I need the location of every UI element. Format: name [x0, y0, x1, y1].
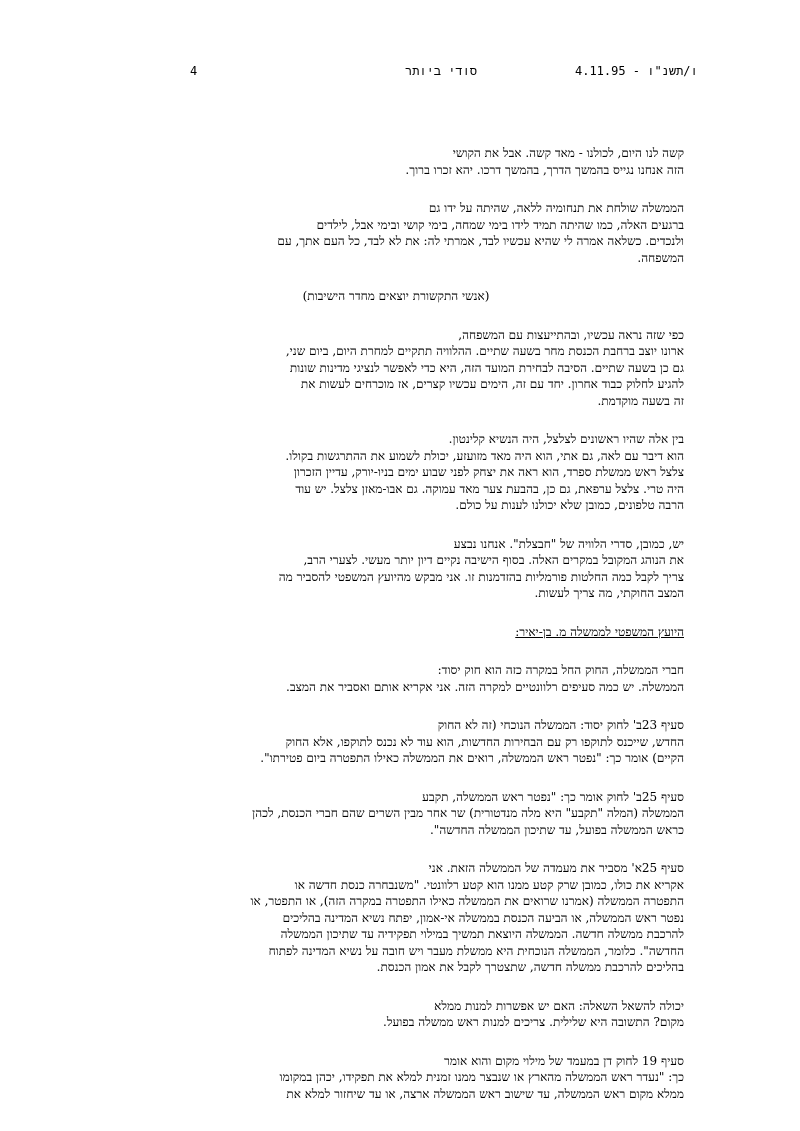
paragraph-line: סעיף 23ב' לחוק יסוד: הממשלה הנוכחי (זה לא החוק: [437, 718, 684, 732]
paragraph: [108, 431, 684, 514]
paragraph-line: להגיע לחלוק כבוד אחרון. יחד עם זה, הימים עכשיו קצרים, אז מוכרחים לעשות את: [300, 377, 684, 391]
paragraph: [108, 860, 684, 976]
paragraph: [108, 536, 684, 602]
paragraph-line: את הנוהג המקובל במקרים האלה. בסוף הישיבה נקיים דיון יותר מעשי. לצערי הרב,: [303, 553, 684, 567]
paragraph-line: גם כן בשעה שתיים. הסיבה לבחירת המועד הזה, היא כדי לאפשר לנציגי מדינות שונות: [289, 360, 684, 375]
paragraph-line: סעיף 19 לחוק דן במעמד של מילוי מקום והוא אומר: [443, 1053, 684, 1068]
stage-direction: (אנשי התקשורת יוצאים מחדר הישיבות): [302, 289, 490, 303]
paragraph-line: ולנכדים. כשלאה אמרה לי שהיא עכשיו לבד, אמרתי לה: את לא לבד, כל העם אתך, עם: [277, 234, 684, 248]
page-header: [0, 64, 800, 84]
paragraph-line: חברי הממשלה, החוק החל במקרה כזה הוא חוק יסוד:: [437, 663, 684, 677]
document-body: [108, 145, 684, 1124]
paragraph: [108, 662, 684, 695]
paragraph-line: החדשה". כלומר, הממשלה הנוכחית היא ממשלת מעבר ויש חובה על נשיא המדינה לפתוח: [268, 943, 684, 958]
paragraph-line: נפטר ראש הממשלה, או הביעה הכנסת בממשלה אי-אמון, יפתח נשיא המדינה בהליכים: [282, 910, 684, 925]
paragraph-line: ברגעים האלה, כמו שהיתה תמיד לידו בימי שמחה, בימי קושי ובימי אבל, לילדים: [316, 217, 684, 232]
paragraph-line: הרבה טלפונים, כמובן שלא יכולנו לענות על כולם.: [455, 498, 684, 512]
paragraph-line: היה טרי. צלצל ערפאת, גם כן, בהבעת צער מאד עמוקה. גם אבו-מאזן צלצל. יש עוד: [295, 481, 684, 496]
paragraph-line: המשפחה.: [637, 250, 684, 265]
paragraph-line: צלצל ראש ממשלת ספרד, הוא ראה את יצחק לפני שבוע ימים בניו-יורק, עדיין הזכרון: [293, 465, 684, 479]
paragraph-line: בהליכים להרכבת ממשלה חדשה, שתצטרך לקבל את אמון הכנסת.: [376, 960, 684, 974]
paragraph: [108, 1053, 684, 1103]
paragraph-line: הממשלה (המלה "תקבע" היא מלה מנדטורית) שר אחר מבין השרים שהם חברי הכנסת, לכהן: [252, 806, 684, 820]
paragraph-line: קשה לנו היום, לכולנו - מאד קשה. אבל את הקושי: [452, 146, 684, 160]
classification-label: סודי ביותר: [405, 64, 478, 78]
paragraph-line: ממלא מקום ראש הממשלה, עד שישוב ראש הממשלה ארצה, או עד שיחזור למלא את: [286, 1086, 684, 1101]
page-number: 4: [190, 64, 198, 78]
header-date: ו/תשנ"ו - 4.11.95: [575, 64, 698, 78]
paragraph: [108, 200, 684, 266]
paragraph-line: הוא דיבר עם לאה, גם אתי, הוא היה מאד מזועזע, יכולת לשמוע את ההתרגשות בקולו.: [285, 448, 684, 463]
paragraph: [108, 327, 684, 410]
paragraph-line: להרכבת ממשלה חדשה. הממשלה היוצאת תמשיך במילוי תפקידיה עד שתיכון הממשלה: [280, 927, 684, 941]
paragraph-line: כראש הממשלה בפועל, עד שתיכון הממשלה החדשה".: [429, 822, 684, 837]
paragraph-line: הקיים) אומר כך: "נפטר ראש הממשלה, רואים את הממשלה כאילו התפטרה ביום פטירתו".: [260, 751, 684, 765]
paragraph-line: יכולה להשאל השאלה: האם יש אפשרות למנות ממלא: [434, 998, 684, 1013]
paragraph-line: הזה אנחנו נגייס בהמשך הדרך, בהמשך דרכו. יהא זכרו ברוך.: [405, 162, 684, 177]
paragraph-line: צריך לקבל כמה החלטות פורמליות בהזדמנות זו. אני מבקש מהיועץ המשפטי להסביר מה: [278, 569, 684, 584]
paragraph-line: ארונו יוצב ברחבת הכנסת מחר בשעה שתיים. ההלוויה תתקיים למחרת היום, ביום שני,: [285, 344, 684, 358]
paragraph: [108, 789, 684, 839]
paragraph-line: יש, כמובן, סדרי הלוויה של "חבצלת". אנחנו נבצע: [453, 536, 684, 551]
speaker-heading: היועץ המשפטי לממשלה מ. בן-יאיר:: [515, 624, 684, 639]
paragraph-line: הממשלה. יש כמה סעיפים רלוונטיים למקרה הזה. אני אקריא אותם ואסביר את המצב.: [286, 679, 684, 694]
paragraph-line: בין אלה שהיו ראשונים לצלצל, היה הנשיא קלינטון.: [448, 432, 684, 446]
paragraph-line: סעיף 25ב' לחוק אומר כך: "נפטר ראש הממשלה, תקבע: [422, 789, 684, 804]
paragraph: [108, 998, 684, 1031]
paragraph-line: התפטרה הממשלה (אמרנו שרואים את הממשלה כאילו התפטרה במקרה הזה), או התפטר, או: [250, 894, 684, 908]
paragraph-line: הממשלה שולחת את תנחומיה ללאה, שהיתה על ידו גם: [428, 201, 684, 215]
paragraph-line: המצב החוקתי, מה צריך לעשות.: [534, 586, 684, 600]
paragraph: [108, 145, 684, 178]
paragraph-line: כך: "נעדר ראש הממשלה מהארץ או שנבצר ממנו זמנית למלא את תפקידו, יכהן במקומו: [279, 1070, 684, 1084]
paragraph-line: אקריא את כולו, כמובן שרק קטע ממנו הוא קטע רלוונטי. "משנבחרה כנסת חדשה או: [294, 877, 684, 892]
paragraph-line: סעיף 25א' מסביר את מעמדה של הממשלה הזאת. אני: [428, 861, 684, 875]
paragraph-line: זה בשעה מוקדמת.: [597, 393, 684, 408]
paragraph-line: כפי שזה נראה עכשיו, ובהתייעצות עם המשפחה,: [458, 327, 684, 342]
paragraph-line: מקום? התשובה היא שלילית. צריכים למנות ראש ממשלה בפועל.: [383, 1015, 684, 1029]
paragraph: [108, 717, 684, 767]
paragraph-line: החדש, שייכנס לתוקפו רק עם הבחירות החדשות, הוא עוד לא נכנס לתוקפו, אלא החוק: [285, 734, 684, 749]
